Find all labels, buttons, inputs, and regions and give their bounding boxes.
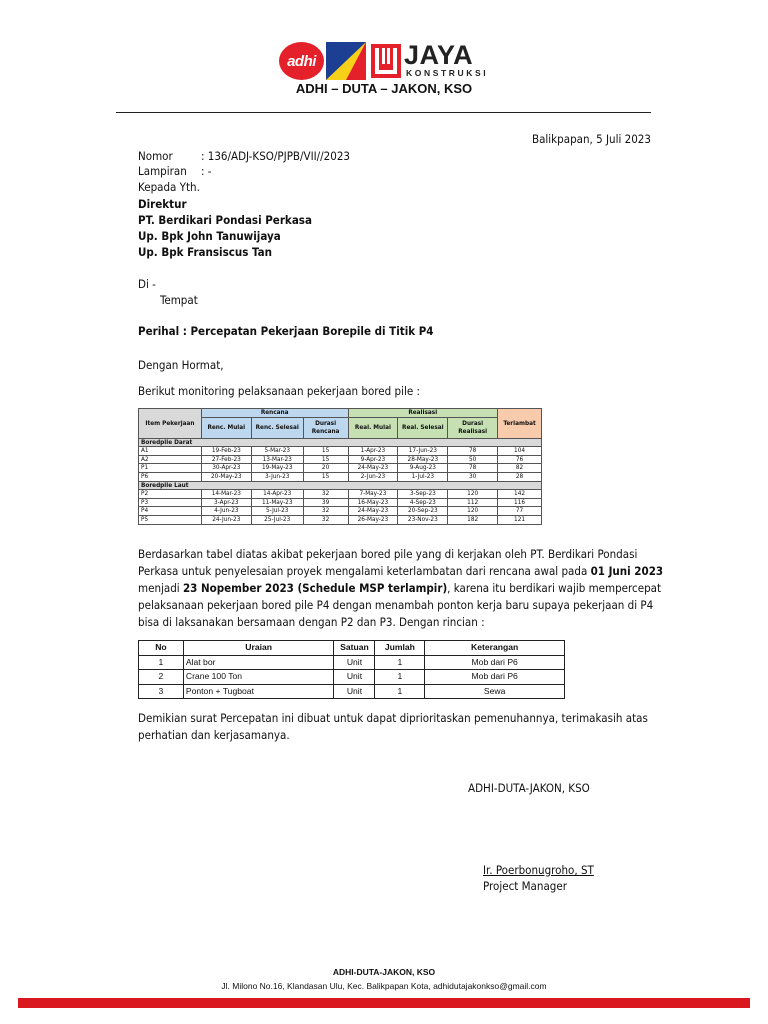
table-cell: Mob dari P6 — [425, 670, 565, 685]
table-cell: 7-May-23 — [348, 490, 398, 499]
header-no: No — [139, 641, 184, 656]
table-cell: Alat bor — [183, 655, 334, 670]
table-cell: 4-Jun-23 — [201, 507, 251, 516]
table-cell: 15 — [303, 455, 348, 464]
para1-line4: pelaksanaan pekerjaan bored pile P4 dengan menambah ponton kerja baru supaya pekerjaan di P4 — [138, 598, 654, 612]
table-cell: Mob dari P6 — [425, 655, 565, 670]
table-cell: Unit — [334, 684, 375, 699]
table-row — [139, 655, 565, 670]
jaya-subtitle: KONSTRUKSI — [406, 68, 489, 78]
kso-title: ADHI – DUTA – JAKON, KSO — [295, 81, 473, 96]
group-boredpile-laut: Boredpile Laut — [139, 481, 542, 490]
table-cell: Ponton + Tugboat — [183, 684, 334, 699]
closing-line2: perhatian dan kerjasamanya. — [138, 728, 290, 742]
table-cell: 30 — [448, 472, 498, 481]
nomor-label: Nomor — [138, 149, 173, 163]
para1-line3-rest: , karena itu berdikari wajib mempercepat — [447, 581, 662, 595]
table-cell: 27-Feb-23 — [201, 455, 251, 464]
perihal: Perihal : Percepatan Pekerjaan Borepile di Titik P4 — [138, 324, 434, 338]
table-cell: P6 — [139, 472, 202, 481]
table-cell: 13-Mar-23 — [251, 455, 303, 464]
table-cell: P2 — [139, 490, 202, 499]
header-jumlah: Jumlah — [375, 641, 425, 656]
salutation: Dengan Hormat, — [138, 358, 224, 372]
place-date: Balikpapan, 5 Juli 2023 — [532, 132, 651, 146]
duta-logo — [326, 42, 366, 80]
table-cell: 76 — [498, 455, 542, 464]
table-cell: 182 — [448, 515, 498, 524]
table-cell: 11-May-23 — [251, 498, 303, 507]
header-realisasi: Realisasi — [348, 409, 498, 418]
table-cell: 1-Jul-23 — [398, 472, 448, 481]
table-cell: 24-May-23 — [348, 507, 398, 516]
header-durasi-rencana: Durasi Rencana — [303, 417, 348, 438]
table-cell: 116 — [498, 498, 542, 507]
table-cell: 20 — [303, 464, 348, 473]
header-renc-mulai: Renc. Mulai — [201, 417, 251, 438]
table-cell: 78 — [448, 447, 498, 456]
para1-line5: bisa di laksanakan bersamaan dengan P2 dan P3. Dengan rincian : — [138, 615, 485, 629]
jaya-logo-mark — [371, 44, 401, 78]
table-cell: 20-May-23 — [201, 472, 251, 481]
header-renc-selesai: Renc. Selesai — [251, 417, 303, 438]
nomor-value: : 136/ADJ-KSO/PJPB/VII//2023 — [201, 149, 350, 163]
table-row — [139, 447, 542, 456]
table-cell: 17-Jun-23 — [398, 447, 448, 456]
table-cell: Sewa — [425, 684, 565, 699]
table-cell: 120 — [448, 490, 498, 499]
table-row — [139, 507, 542, 516]
para1-line2-text: Perkasa untuk penyelesaian proyek mengalami keterlambatan dari rencana awal pada — [138, 564, 591, 578]
table-cell: 82 — [498, 464, 542, 473]
table-cell: 5-Mar-23 — [251, 447, 303, 456]
table-cell: 16-May-23 — [348, 498, 398, 507]
para1-date-original: 01 Juni 2023 — [590, 564, 664, 578]
recipient-company: PT. Berdikari Pondasi Perkasa — [138, 213, 312, 227]
table-cell: Crane 100 Ton — [183, 670, 334, 685]
table-cell: 20-Sep-23 — [398, 507, 448, 516]
header-keterangan: Keterangan — [425, 641, 565, 656]
group-boredpile-darat: Boredpile Darat — [139, 438, 542, 447]
kepada-yth: Kepada Yth. — [138, 180, 200, 194]
table-cell: A2 — [139, 455, 202, 464]
footer-company: ADHI-DUTA-JAKON, KSO — [332, 967, 436, 977]
table-cell: 2-Jun-23 — [348, 472, 398, 481]
adhi-logo: adhi — [279, 42, 324, 80]
table-row — [139, 472, 542, 481]
table-cell: 121 — [498, 515, 542, 524]
table-row — [139, 684, 565, 699]
table-row — [139, 670, 565, 685]
table-cell: 142 — [498, 490, 542, 499]
tempat-label: Tempat — [160, 293, 198, 307]
para1-date-new: 23 Nopember 2023 (Schedule MSP terlampir) — [182, 581, 448, 595]
table-row — [139, 464, 542, 473]
table-cell: 9-Aug-23 — [398, 464, 448, 473]
table-cell: 1 — [139, 655, 184, 670]
table-cell: 4-Sep-23 — [398, 498, 448, 507]
table-cell: 15 — [303, 472, 348, 481]
table-cell: 24-May-23 — [348, 464, 398, 473]
table-row — [139, 515, 542, 524]
darat-rows — [139, 447, 542, 481]
table-cell: A1 — [139, 447, 202, 456]
header-uraian: Uraian — [183, 641, 334, 656]
table-cell: 104 — [498, 447, 542, 456]
footer-bar — [18, 998, 750, 1008]
table-cell: 78 — [448, 464, 498, 473]
signature-company: ADHI-DUTA-JAKON, KSO — [468, 781, 590, 795]
lampiran-label: Lampiran — [138, 164, 187, 178]
table-cell: 23-Nov-23 — [398, 515, 448, 524]
di-label: Di - — [138, 277, 156, 291]
requirement-rows — [139, 655, 565, 699]
table-cell: 1 — [375, 655, 425, 670]
table-cell: 3-Sep-23 — [398, 490, 448, 499]
table-cell: 1-Apr-23 — [348, 447, 398, 456]
table-cell: P5 — [139, 515, 202, 524]
recipient-title: Direktur — [138, 197, 187, 211]
table-cell: 120 — [448, 507, 498, 516]
table-cell: 112 — [448, 498, 498, 507]
table-cell: 1 — [375, 670, 425, 685]
table-cell: 32 — [303, 515, 348, 524]
table-cell: 50 — [448, 455, 498, 464]
header-real-mulai: Real. Mulai — [348, 417, 398, 438]
laut-rows — [139, 490, 542, 524]
table-cell: Unit — [334, 655, 375, 670]
para1-line3 — [138, 580, 661, 596]
header-terlambat: Terlambat — [498, 409, 542, 439]
table-cell: 26-May-23 — [348, 515, 398, 524]
para1-line1: Berdasarkan tabel diatas akibat pekerjaan bored pile yang di kerjakan oleh PT. Berdikari Pondasi — [138, 547, 638, 561]
table-cell: 77 — [498, 507, 542, 516]
table-cell: 19-May-23 — [251, 464, 303, 473]
table-cell: 32 — [303, 490, 348, 499]
footer-address: Jl. Milono No.16, Klandasan Ulu, Kec. Balikpapan Kota, adhidutajakonkso@gmail.com — [221, 981, 547, 991]
recipient-attn-1: Up. Bpk John Tanuwijaya — [138, 229, 281, 243]
intro-text: Berikut monitoring pelaksanaan pekerjaan bored pile : — [138, 384, 420, 398]
jaya-wordmark: JAYA — [404, 40, 474, 70]
para1-line2 — [138, 563, 663, 579]
table-cell: 14-Apr-23 — [251, 490, 303, 499]
header-divider — [116, 112, 651, 113]
table-cell: 19-Feb-23 — [201, 447, 251, 456]
header-item-pekerjaan: Item Pekerjaan — [139, 409, 202, 439]
table-cell: 28-May-23 — [398, 455, 448, 464]
signatory-name: Ir. Poerbonugroho, ST — [483, 863, 594, 877]
table-cell: 14-Mar-23 — [201, 490, 251, 499]
signatory-role: Project Manager — [483, 879, 567, 893]
table-cell: 24-Jun-23 — [201, 515, 251, 524]
table-cell: 39 — [303, 498, 348, 507]
table-cell: P3 — [139, 498, 202, 507]
table-cell: 3-Apr-23 — [201, 498, 251, 507]
requirement-table — [138, 640, 565, 699]
para1-line3-text: menjadi — [138, 581, 183, 595]
table-cell: 30-Apr-23 — [201, 464, 251, 473]
table-row — [139, 455, 542, 464]
table-cell: 25-Jul-23 — [251, 515, 303, 524]
header-durasi-realisasi: Durasi Realisasi — [448, 417, 498, 438]
table-cell: 32 — [303, 507, 348, 516]
table-cell: 5-Jul-23 — [251, 507, 303, 516]
table-cell: Unit — [334, 670, 375, 685]
table-cell: 3-Jun-23 — [251, 472, 303, 481]
table-row — [139, 498, 542, 507]
header-satuan: Satuan — [334, 641, 375, 656]
monitoring-table — [138, 408, 542, 525]
table-cell: P1 — [139, 464, 202, 473]
table-row — [139, 490, 542, 499]
header-rencana: Rencana — [201, 409, 348, 418]
header-real-selesai: Real. Selesai — [398, 417, 448, 438]
table-cell: 2 — [139, 670, 184, 685]
table-cell: 28 — [498, 472, 542, 481]
recipient-attn-2: Up. Bpk Fransiscus Tan — [138, 245, 272, 259]
closing-line1: Demikian surat Percepatan ini dibuat untuk dapat diprioritaskan pemenuhannya, terimakasih atas — [138, 711, 648, 725]
lampiran-value: : - — [201, 164, 212, 178]
table-cell: P4 — [139, 507, 202, 516]
table-cell: 1 — [375, 684, 425, 699]
table-cell: 3 — [139, 684, 184, 699]
table-cell: 15 — [303, 447, 348, 456]
table-cell: 9-Apr-23 — [348, 455, 398, 464]
